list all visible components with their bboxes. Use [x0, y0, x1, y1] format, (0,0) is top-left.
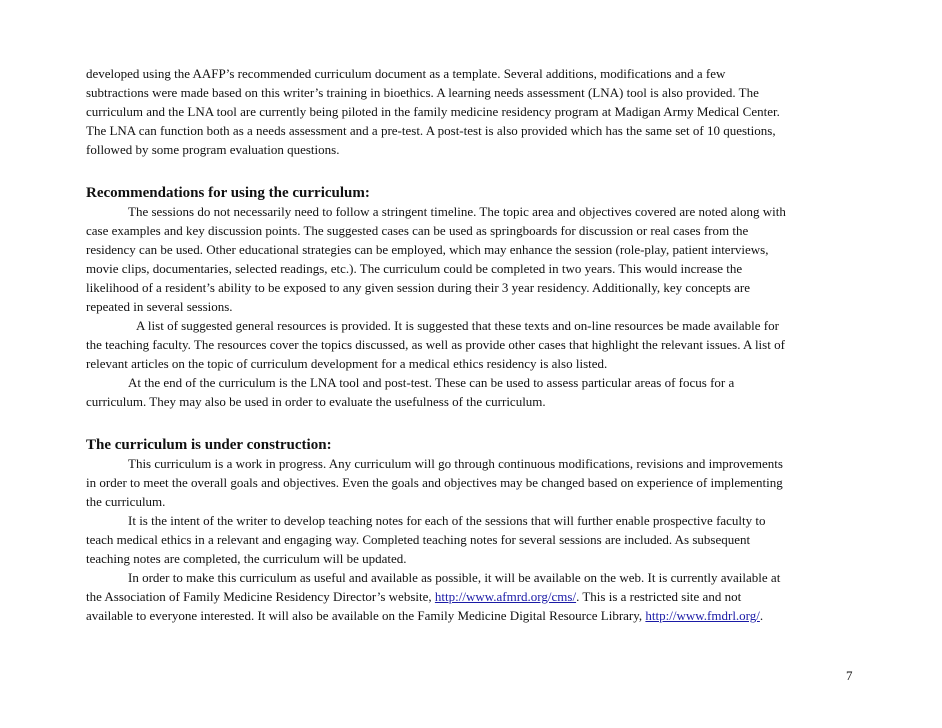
construction-line-6: teaching notes are completed, the curriculum will be updated. [86, 551, 407, 566]
intro-line-5: followed by some program evaluation questions. [86, 142, 340, 157]
recommendations-line-11: curriculum. They may also be used in order to evaluate the usefulness of the curriculum. [86, 394, 546, 409]
construction-line-4: It is the intent of the writer to develop teaching notes for each of the sessions that will further enable prospective faculty to [128, 513, 766, 528]
construction-line-3: the curriculum. [86, 494, 166, 509]
recommendations-line-5: likelihood of a resident’s ability to be exposed to any given session during their 3 year residency. Additionally, key concepts are [86, 280, 751, 295]
construction-heading: The curriculum is under construction: [86, 437, 332, 453]
construction-line-8-text: the Association of Family Medicine Residency Director’s website, [86, 589, 435, 604]
construction-line-2: in order to meet the overall goals and objectives. Even the goals and objectives may be changed based on experience of implementing [86, 475, 783, 490]
recommendations-line-3: residency can be used. Other educational strategies can be employed, which may enhance the session (role-play, patient interviews, [86, 242, 769, 257]
construction-line-9-text: available to everyone interested. It will also be available on the Family Medicine Digital Resource Library, [86, 608, 646, 623]
recommendations-line-4: movie clips, documentaries, selected readings, etc.). The curriculum could be completed in two years. This would increase the [86, 261, 743, 276]
construction-line-1: This curriculum is a work in progress. Any curriculum will go through continuous modifications, revisions and improvements [128, 456, 783, 471]
recommendations-line-8: the teaching faculty. The resources cover the topics discussed, as well as provide other cases that highlight the relevant issues. A list of [86, 337, 785, 352]
construction-line-9-tail: . [759, 608, 764, 623]
intro-line-3: curriculum and the LNA tool are currently being piloted in the family medicine residency program at Madigan Army Medical Center. [86, 104, 780, 119]
recommendations-line-10: At the end of the curriculum is the LNA tool and post-test. These can be used to assess particular areas of focus for a [128, 375, 735, 390]
construction-line-8-tail: . This is a restricted site and not [576, 589, 742, 604]
construction-line-9 [86, 606, 763, 626]
page-number: 7 [846, 668, 853, 683]
construction-line-8 [86, 587, 741, 607]
fmdrl-link[interactable]: http://www.fmdrl.org/ [645, 608, 760, 623]
recommendations-line-9: relevant articles on the topic of curriculum development for a medical ethics residency is also listed. [86, 356, 608, 371]
construction-line-7: In order to make this curriculum as useful and available as possible, it will be available on the web. It is currently available at [128, 570, 781, 585]
recommendations-line-6: repeated in several sessions. [86, 299, 233, 314]
recommendations-heading: Recommendations for using the curriculum: [86, 185, 370, 201]
recommendations-line-2: case examples and key discussion points. The suggested cases can be used as springboards for discussion or real cases from the [86, 223, 749, 238]
recommendations-line-7: A list of suggested general resources is provided. It is suggested that these texts and on-line resources be made available for [136, 318, 779, 333]
intro-line-2: subtractions were made based on this writer’s training in bioethics. A learning needs assessment (LNA) tool is also provided. The [86, 85, 759, 100]
recommendations-line-1: The sessions do not necessarily need to follow a stringent timeline. The topic area and objectives covered are noted along with [128, 204, 786, 219]
afmrd-link[interactable]: http://www.afmrd.org/cms/ [434, 589, 577, 604]
intro-line-4: The LNA can function both as a needs assessment and a pre-test. A post-test is also provided which has the same set of 10 questions, [86, 123, 776, 138]
intro-line-1: developed using the AAFP’s recommended curriculum document as a template. Several additions, modifications and a few [86, 66, 726, 81]
construction-line-5: teach medical ethics in a relevant and engaging way. Completed teaching notes for several sessions are included. As subsequent [86, 532, 751, 547]
